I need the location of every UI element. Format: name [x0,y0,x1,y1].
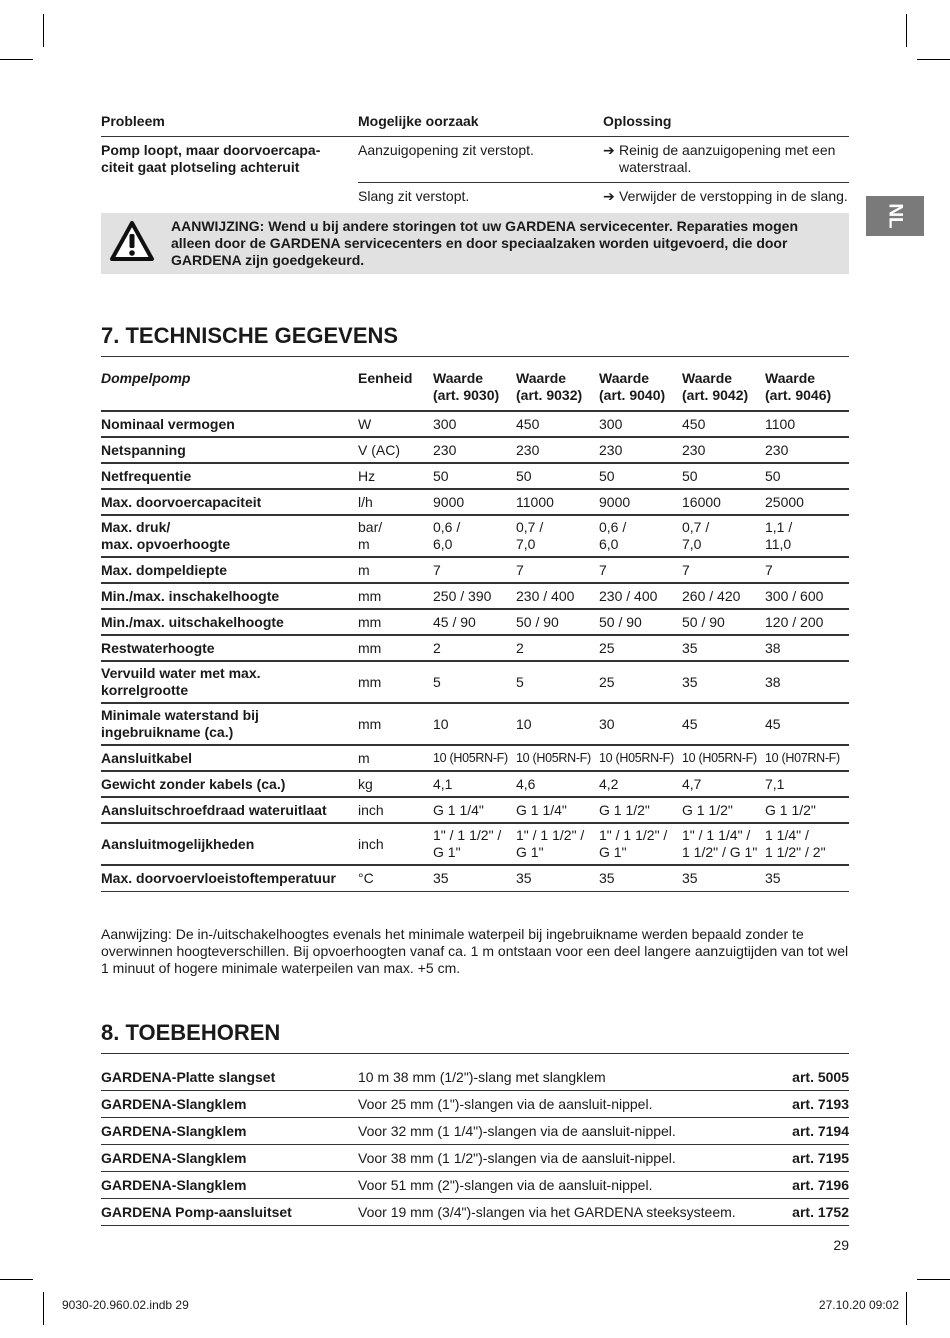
spec-value-cell: 35 [765,865,849,891]
spec-unit-cell: mm [358,661,433,703]
spec-value-cell: 16000 [682,489,765,515]
spec-value-cell: 35 [433,865,516,891]
accessory-name: GARDENA Pomp-aansluitset [101,1199,358,1226]
spec-value-cell: 4,2 [599,771,682,797]
section-heading-accessories: 8. TOEBEHOREN [101,1019,849,1054]
spec-name-cell: Restwaterhoogte [101,635,358,661]
table-row [101,515,849,557]
spec-value-cell: G 1 1/2" [599,797,682,823]
spec-value-cell: 250 / 390 [433,583,516,609]
spec-name-cell: Gewicht zonder kabels (ca.) [101,771,358,797]
arrow-icon: ➔ [603,188,615,204]
footer-file-info: 9030-20.960.02.indb 29 [62,1298,189,1312]
spec-value-cell: 10 (H05RN-F) [682,745,765,771]
spec-value-cell: 38 [765,635,849,661]
spec-unit-cell: inch [358,797,433,823]
spec-name-cell: Max. druk/ max. opvoerhoogte [101,515,358,557]
table-row [101,771,849,797]
spec-name-cell: Max. dompeldiepte [101,557,358,583]
spec-value-cell: 1" / 1 1/4" / 1 1/2" / G 1" [682,823,765,865]
spec-value-cell: 50 / 90 [516,609,599,635]
spec-header: Waarde (art. 9030) [433,367,516,411]
arrow-icon: ➔ [603,142,615,158]
crop-mark [906,1292,907,1325]
table-row [101,745,849,771]
footer-timestamp: 27.10.20 09:02 [818,1298,899,1312]
accessory-name: GARDENA-Platte slangset [101,1064,358,1091]
table-row [101,583,849,609]
spec-value-cell: G 1 1/2" [682,797,765,823]
spec-value-cell: 45 [682,703,765,745]
spec-value-cell: 300 [433,411,516,437]
solution-cell [603,137,849,183]
spec-value-cell: 35 [682,661,765,703]
spec-value-cell: 35 [516,865,599,891]
accessory-name: GARDENA-Slangklem [101,1118,358,1145]
spec-value-cell: 0,7 / 7,0 [682,515,765,557]
spec-value-cell: 300 [599,411,682,437]
spec-value-cell: 38 [765,661,849,703]
spec-name-cell: Aansluitmogelijkheden [101,823,358,865]
spec-value-cell: 1" / 1 1/2" / G 1" [433,823,516,865]
spec-header: Waarde (art. 9042) [682,367,765,411]
accessory-description: Voor 51 mm (2")-slangen via de aansluit-nippel. [358,1172,759,1199]
header-problem: Probleem [101,110,358,137]
table-row [101,1064,849,1091]
table-row [101,411,849,437]
cause-cell: Slang zit verstopt. [358,188,470,204]
spec-value-cell: 35 [599,865,682,891]
accessory-description: Voor 19 mm (3/4")-slangen via het GARDENA steeksysteem. [358,1199,759,1226]
spec-value-cell: 7 [516,557,599,583]
table-row [101,1091,849,1118]
spec-header: Eenheid [358,367,433,411]
table-row [101,137,849,183]
notice-box [101,213,849,274]
table-row [101,1118,849,1145]
accessory-name: GARDENA-Slangklem [101,1091,358,1118]
spec-unit-cell: m [358,745,433,771]
spec-value-cell: 230 / 400 [516,583,599,609]
spec-value-cell: 10 (H05RN-F) [599,745,682,771]
spec-unit-cell: kg [358,771,433,797]
crop-mark [43,14,44,47]
spec-value-cell: 0,7 / 7,0 [516,515,599,557]
spec-value-cell: 230 [516,437,599,463]
cause-cell: Aanzuigopening zit verstopt. [358,137,603,183]
spec-value-cell: 450 [682,411,765,437]
solution-text: Verwijder de verstopping in de slang. [619,188,848,204]
spec-value-cell: 2 [433,635,516,661]
accessory-article-number: art. 5005 [759,1064,849,1091]
solution-cell [603,183,849,212]
spec-value-cell: 7,1 [765,771,849,797]
accessory-description: Voor 38 mm (1 1/2")-slangen via de aansluit-nippel. [358,1145,759,1172]
crop-mark [917,59,950,60]
spec-value-cell: 25000 [765,489,849,515]
spec-value-cell: 7 [433,557,516,583]
spec-value-cell: 4,1 [433,771,516,797]
spec-value-cell: 1 1/4" / 1 1/2" / 2" [765,823,849,865]
page-number: 29 [833,1237,849,1253]
spec-value-cell: 30 [599,703,682,745]
table-row [101,797,849,823]
spec-unit-cell: inch [358,823,433,865]
accessory-article-number: art. 1752 [759,1199,849,1226]
spec-value-cell: 50 / 90 [599,609,682,635]
spec-value-cell: 230 [682,437,765,463]
spec-value-cell: 1" / 1 1/2" / G 1" [599,823,682,865]
table-row [101,1199,849,1226]
spec-value-cell: 50 [516,463,599,489]
accessory-article-number: art. 7193 [759,1091,849,1118]
spec-value-cell: 10 (H05RN-F) [516,745,599,771]
spec-value-cell: 2 [516,635,599,661]
accessory-name: GARDENA-Slangklem [101,1172,358,1199]
spec-unit-cell: mm [358,635,433,661]
accessory-description: Voor 25 mm (1")-slangen via de aansluit-nippel. [358,1091,759,1118]
accessory-article-number: art. 7195 [759,1145,849,1172]
troubleshooting-table [101,110,849,211]
spec-unit-cell: l/h [358,489,433,515]
spec-value-cell: 7 [599,557,682,583]
spec-value-cell: 4,6 [516,771,599,797]
notice-text: AANWIJZING: Wend u bij andere storingen tot uw GARDENA servicecenter. Reparaties mogen alleen door de GARDENA servicecenters en door speciaalzaken worden uitgevoerd, die door GARDENA zijn goedgekeurd. [171,218,798,268]
spec-value-cell: 5 [433,661,516,703]
accessory-article-number: art. 7196 [759,1172,849,1199]
table-row [101,661,849,703]
spec-value-cell: 1" / 1 1/2" / G 1" [516,823,599,865]
spec-value-cell: 45 / 90 [433,609,516,635]
spec-value-cell: 10 (H07RN-F) [765,745,849,771]
crop-mark [917,1279,950,1280]
spec-value-cell: 260 / 420 [682,583,765,609]
spec-value-cell: 9000 [433,489,516,515]
accessory-article-number: art. 7194 [759,1118,849,1145]
table-row [101,557,849,583]
header-solution: Oplossing [603,110,849,137]
table-row [101,437,849,463]
crop-mark [0,1279,33,1280]
spec-value-cell: 10 (H05RN-F) [433,745,516,771]
spec-value-cell: 7 [682,557,765,583]
spec-value-cell: 11000 [516,489,599,515]
spec-value-cell: 230 [599,437,682,463]
spec-value-cell: 1100 [765,411,849,437]
spec-header: Waarde (art. 9046) [765,367,849,411]
spec-unit-cell: °C [358,865,433,891]
spec-value-cell: 35 [682,635,765,661]
spec-name-cell: Aansluitkabel [101,745,358,771]
spec-unit-cell: bar/ m [358,515,433,557]
crop-mark [906,14,907,47]
accessory-description: Voor 32 mm (1 1/4")-slangen via de aansluit-nippel. [358,1118,759,1145]
technical-note: Aanwijzing: De in-/uitschakelhoogtes evenals het minimale waterpeil bij ingebruikname werden bepaald zonder te overwinnen hoogteverschillen. Bij opvoerhoogten vanaf ca. 1 m ontstaan voor een deel langere aanzuigtijden van tot wel 1 minuut of hogere minimale waterpeilen van max. +5 cm. [101,926,849,976]
spec-unit-cell: W [358,411,433,437]
accessory-description: 10 m 38 mm (1/2")-slang met slangklem [358,1064,759,1091]
spec-value-cell: 230 / 400 [599,583,682,609]
spec-value-cell: 25 [599,661,682,703]
spec-name-cell: Vervuild water met max. korrelgrootte [101,661,358,703]
spec-unit-cell: mm [358,583,433,609]
spec-value-cell: 50 / 90 [682,609,765,635]
problem-cell: Pomp loopt, maar doorvoercapa- citeit gaat plotseling achteruit [101,142,321,175]
spec-value-cell: 5 [516,661,599,703]
table-row [101,865,849,891]
spec-unit-cell: Hz [358,463,433,489]
table-row [101,609,849,635]
spec-name-cell: Max. doorvoervloeistoftemperatuur [101,865,358,891]
spec-value-cell: 450 [516,411,599,437]
table-row [101,489,849,515]
spec-value-cell: G 1 1/2" [765,797,849,823]
spec-name-cell: Minimale waterstand bij ingebruikname (ca.) [101,703,358,745]
spec-value-cell: 10 [516,703,599,745]
spec-value-cell: 1,1 / 11,0 [765,515,849,557]
spec-name-cell: Min./max. inschakelhoogte [101,583,358,609]
spec-value-cell: 7 [765,557,849,583]
spec-name-cell: Min./max. uitschakelhoogte [101,609,358,635]
spec-value-cell: 25 [599,635,682,661]
spec-name-cell: Nominaal vermogen [101,411,358,437]
spec-value-cell: 50 [599,463,682,489]
table-row [101,635,849,661]
table-row [101,463,849,489]
technical-data-table [101,367,849,892]
spec-unit-cell: m [358,557,433,583]
spec-unit-cell: mm [358,703,433,745]
table-row [101,823,849,865]
header-cause: Mogelijke oorzaak [358,110,603,137]
spec-value-cell: 9000 [599,489,682,515]
language-tab-label: NL [884,203,906,229]
spec-value-cell: 50 [765,463,849,489]
spec-name-cell: Netspanning [101,437,358,463]
spec-value-cell: 50 [682,463,765,489]
spec-unit-cell: V (AC) [358,437,433,463]
spec-header: Waarde (art. 9032) [516,367,599,411]
warning-triangle-icon [109,219,155,265]
spec-name-cell: Aansluitschroefdraad wateruitlaat [101,797,358,823]
crop-mark [43,1292,44,1325]
language-tab [866,196,924,236]
spec-unit-cell: mm [358,609,433,635]
crop-mark [0,59,33,60]
table-row [101,703,849,745]
spec-value-cell: 0,6 / 6,0 [599,515,682,557]
spec-value-cell: 45 [765,703,849,745]
spec-value-cell: 4,7 [682,771,765,797]
solution-text: Reinig de aanzuigopening met een waterstraal. [619,142,836,175]
spec-value-cell: G 1 1/4" [516,797,599,823]
spec-header: Waarde (art. 9040) [599,367,682,411]
table-row [101,1145,849,1172]
spec-value-cell: 35 [682,865,765,891]
accessories-table [101,1064,849,1226]
spec-value-cell: 10 [433,703,516,745]
spec-value-cell: 50 [433,463,516,489]
spec-value-cell: 120 / 200 [765,609,849,635]
spec-value-cell: 300 / 600 [765,583,849,609]
spec-value-cell: G 1 1/4" [433,797,516,823]
spec-value-cell: 0,6 / 6,0 [433,515,516,557]
spec-value-cell: 230 [433,437,516,463]
spec-value-cell: 230 [765,437,849,463]
spec-header: Dompelpomp [101,367,358,411]
accessory-name: GARDENA-Slangklem [101,1145,358,1172]
table-row [101,1172,849,1199]
spec-name-cell: Netfrequentie [101,463,358,489]
section-heading-technical: 7. TECHNISCHE GEGEVENS [101,322,849,357]
spec-name-cell: Max. doorvoercapaciteit [101,489,358,515]
